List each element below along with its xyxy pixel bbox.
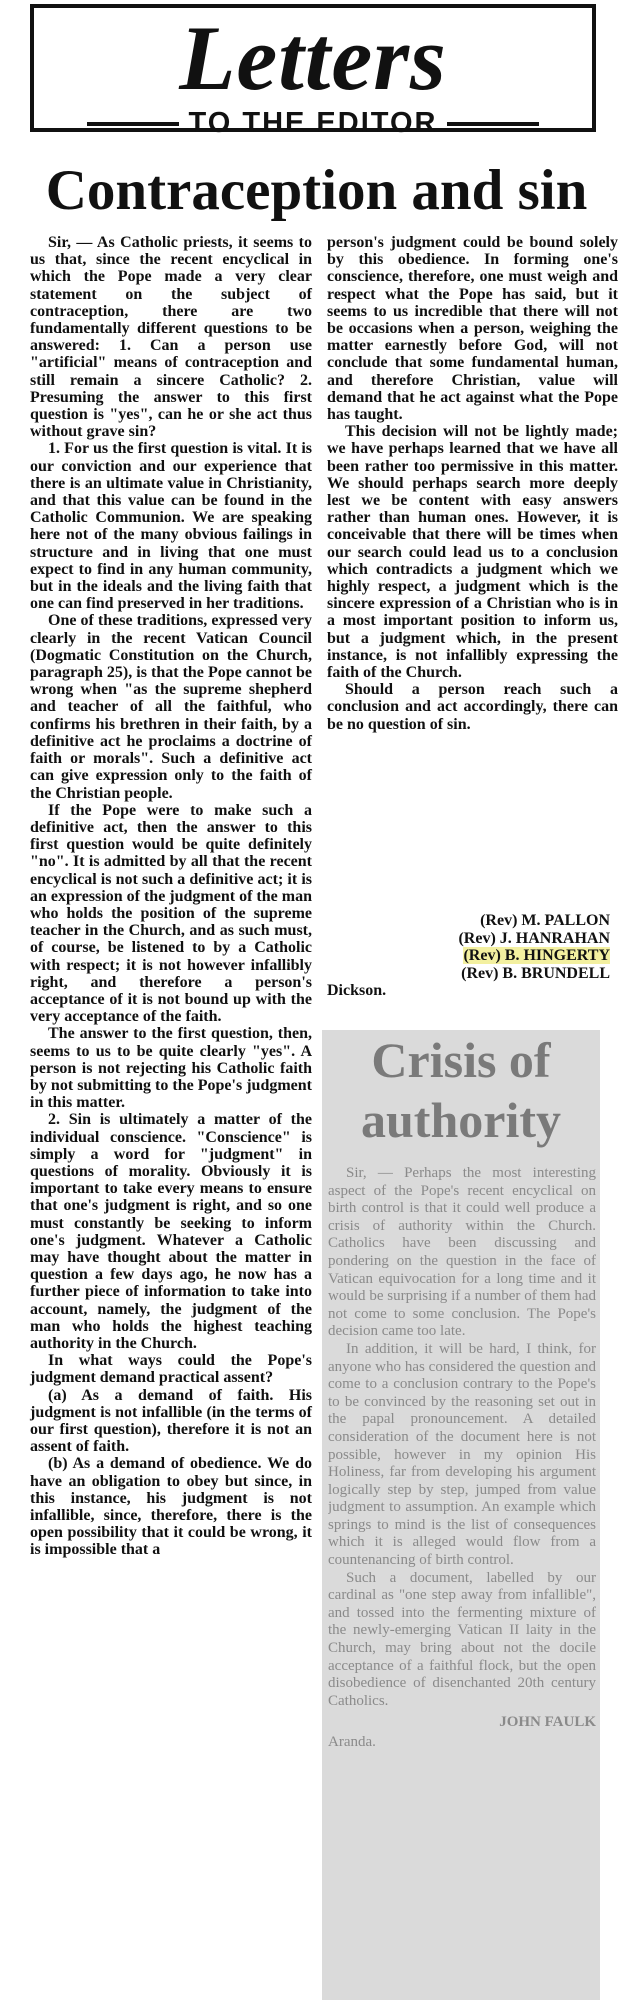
paragraph: If the Pope were to make such a definitive act, then the answer to this first question would be quite definitely "no". It is admitted by all that the recent encyclical is not such a definitive act; it is an expression of the judgment of the man who holds the position of the supreme teacher in the Church, and as such must, of course, be listened to by a Catholic with respect; it is not however infallibly right, and therefore a person's acceptance of it is not bound up with the very acceptance of the faith. (30, 801, 312, 1026)
paragraph: (a) As a demand of faith. His judgment is not infallible (in the terms of our first question), therefore it is not an assent of faith. (30, 1386, 312, 1456)
paragraph: In what ways could the Pope's judgment demand practical assent? (30, 1352, 312, 1387)
paragraph: This decision will not be lightly made; we have perhaps learned that we have all been rather too permissive in this matter. We should perhaps search more deeply lest we be content with easy answers rather than human ones. However, it is conceivable that there will be times when our search could lead us to a conclusion which contradicts a judgment which we highly respect, a judgment which is the sincere expression of a Christian who is in a most important position to inform us, but a judgment which, in the present instance, is not infallibly expressing the faith of the Church. (327, 423, 618, 682)
letters-masthead (30, 4, 596, 139)
paragraph: Sir, — As Catholic priests, it seems to us that, since the recent encyclical in which the Pope made a very clear statement on the subject of contraception, there are two fundamentally different questions to be answered: 1. Can a person use "artificial" means of contraception and still remain a sincere Catholic? 2. Presuming the answer to this first question is "yes", can he or she act thus without grave sin? (30, 234, 312, 441)
signature-block (327, 912, 618, 1000)
paragraph: 1. For us the first question is vital. It is our conviction and our experience that there is an ultimate value in Christianity, and that this value can be found in the Catholic Communion. We are speaking here not of the many obvious failings in structure and in living that one must expect to find in any human community, but in the ideals and the living faith that one can find preserved in her traditions. (30, 440, 312, 613)
signature: (Rev) J. HANRAHAN (458, 929, 610, 947)
signature: (Rev) B. BRUNDELL (461, 964, 610, 982)
signature-place: Dickson. (327, 982, 387, 999)
paragraph: The answer to the first question, then, seems to us to be quite clearly "yes". A person is not rejecting his Catholic faith by not submitting to the Pope's judgment in this matter. (30, 1025, 312, 1112)
paragraph: In addition, it will be hard, I think, for anyone who has considered the question and come to a conclusion contrary to the Pope's to be convinced by the reasoning set out in the papal pronouncement. A detailed consideration of the document here is not possible, however in my opinion His Holiness, far from developing his argument logically step by step, jumped from value judgment to assumption. An example which springs to mind is the list of consequences which it is alleged would flow from a countenancing of birth control. (328, 1340, 596, 1569)
paragraph: (b) As a demand of obedience. We do have an obligation to obey but since, in this instance, his judgment is not infallible, since, therefore, there is the open possibility that it could be wrong, it is impossible that a (30, 1455, 312, 1559)
paragraph: 2. Sin is ultimately a matter of the individual conscience. "Conscience" is simply a word for "judgment" in questions of morality. Obviously it is important to take every means to ensure that one's judgment is right, and so one must constantly be seeking to inform one's judgment. Whatever a Catholic may have thought about the matter in question a few days ago, he now has a further piece of information to take into account, namely, the judgment of the man who holds the highest teaching authority in the Church. (30, 1111, 312, 1352)
paragraph: One of these traditions, expressed very clearly in the recent Vatican Council (Dogmatic Constitution on the Church, paragraph 25), is that the Pope cannot be wrong when "as the supreme shepherd and teacher of all the faithful, who confirms his brethren in their faith, by a definitive act he proclaims a doctrine of faith or morals". Such a definitive act can give expression only to the faith of the Christian people. (30, 612, 312, 802)
second-article-headline: Crisis of authority (361, 1032, 561, 1148)
rule-right (447, 122, 539, 126)
paragraph: Should a person reach such a conclusion and act accordingly, there can be no question of sin. (327, 681, 618, 733)
paragraph: Sir, — Perhaps the most interesting aspect of the Pope's recent encyclical on birth control is that it could well produce a crisis of authority within the Church. Catholics have been discussing and pondering on the question in the face of Vatican equivocation for a long time and it would be surprising if a number of them had not come to some conclusion. The Pope's decision came too late. (328, 1165, 596, 1340)
article-headline: Contraception and sin (45, 159, 588, 222)
signature: (Rev) M. PALLON (480, 912, 610, 929)
paragraph: person's judgment could be bound solely by this obedience. In forming one's conscience, therefore, one must weigh and respect what the Pope has said, but it seems to us incredible that there will not be occasions when a person, weighing the matter earnestly before God, will not conclude that some fundamental human, and therefore Christian, value will demand that he act against what the Pope has taught. (327, 234, 618, 424)
paragraph: Such a document, labelled by our cardinal as "one step away from infallible", and tossed into the fermenting mixture of the newly-emerging Vatican II laity in the Church, may bring about not the docile acceptance of a faithful flock, but the open disobedience of disenchanted 20th century Catholics. (328, 1569, 596, 1709)
article-column-1 (30, 234, 312, 1559)
signature (327, 947, 618, 965)
second-article-signature: JOHN FAULK (499, 1714, 596, 1731)
masthead-title: Letters (179, 7, 447, 109)
article-column-2 (327, 234, 618, 733)
masthead-subtitle-text: TO THE EDITOR (188, 107, 438, 139)
highlighted-signature: (Rev) B. HINGERTY (463, 947, 610, 964)
second-article-place: Aranda. (328, 1734, 376, 1750)
rule-left (87, 122, 179, 126)
masthead-subtitle (34, 108, 592, 138)
second-article-body (328, 1165, 596, 1985)
